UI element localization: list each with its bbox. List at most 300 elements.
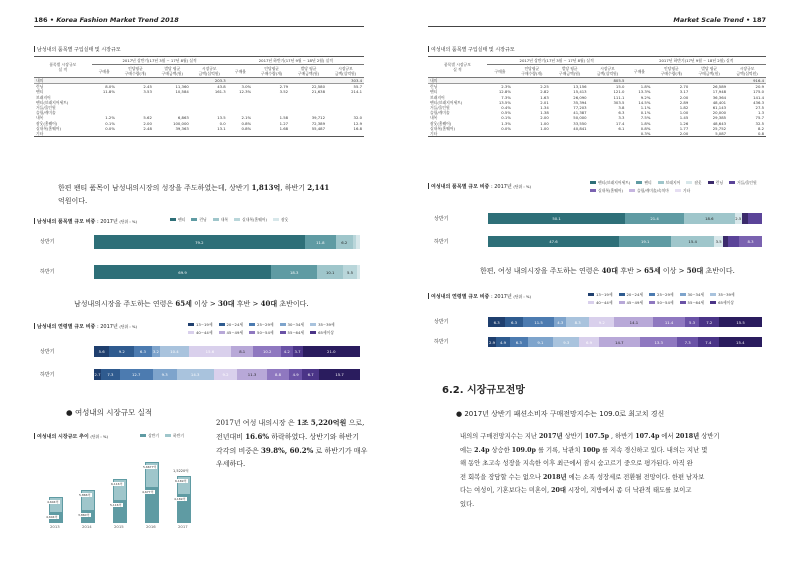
left-table-cell: 214.1 xyxy=(351,89,362,95)
right-table-cell: 12.8% xyxy=(498,89,511,95)
left-table-group1: 2017년 상반기(17년 3월 ~ 17년 8월) 실적 xyxy=(92,57,228,65)
right-paragraph xyxy=(460,430,766,511)
left-chart3-col-bottom xyxy=(78,511,95,523)
right-table-cell: 35,394 xyxy=(573,99,587,105)
right-chart2-legend-label: 55~64세 xyxy=(687,300,705,305)
left-table-cell: 0.0% xyxy=(105,125,115,131)
left-chart3-col-bottom-label: 5,116억 xyxy=(110,502,122,507)
left-chart1-segment: 79.2 xyxy=(94,235,305,249)
left-text-3-text: 로 하반기가 매우 xyxy=(315,447,368,455)
right-bullet: ● 2017년 상반기 패션소비자 구매전망지수는 109.0로 최고치 경신 xyxy=(456,410,665,418)
left-chart1-legend-label: 팬티 xyxy=(178,217,186,222)
right-chart2-legend-item xyxy=(588,292,613,298)
right-chart2-title: 여성내의 연령별 규모 비중 : 2017년 (단위 : %) xyxy=(428,293,531,300)
right-chart2-segment: 4.3 xyxy=(554,317,566,327)
left-chart3-col-bottom-label: 4,677억 xyxy=(142,489,154,494)
left-chart2-bar xyxy=(94,369,360,380)
left-table-cell: 1.68 xyxy=(279,125,289,131)
left-table-cell xyxy=(327,131,364,137)
left-table-col-header: 구매율 xyxy=(92,65,117,78)
right-chart2-legend-item xyxy=(619,292,644,298)
right-chart2-segment: 15.4 xyxy=(719,337,762,347)
left-chart2-segment: 11.3 xyxy=(237,369,266,380)
left-table-row-label: 실내복(홈웨어) xyxy=(36,125,61,131)
left-chart1-segment: 6.2 xyxy=(336,235,352,249)
left-text-3-text: 우세하다. xyxy=(216,460,246,468)
right-chart1-bar xyxy=(488,236,762,247)
right-paragraph-line xyxy=(460,430,766,444)
right-table-cell: 26,090 xyxy=(573,94,587,100)
right-table-head-row xyxy=(428,57,766,65)
left-chart2-legend-item xyxy=(310,322,335,328)
left-chart2-legend-swatch xyxy=(310,323,316,326)
left-page-number: 186 xyxy=(34,16,48,24)
left-header-title: Korea Fashion Market Trend 2018 xyxy=(56,16,179,24)
left-chart3-col-top xyxy=(49,497,63,513)
right-header-rule xyxy=(428,26,766,27)
right-chart1-legend-item xyxy=(636,180,651,186)
right-chart1-legend-item xyxy=(658,180,681,186)
left-table-cell xyxy=(191,131,228,137)
left-chart2-title: 남성내의 연령별 규모 비중 : 2017년 (단위 : %) xyxy=(34,323,137,330)
right-table-cell: 77,203 xyxy=(573,105,587,111)
left-chart1 xyxy=(34,230,364,290)
left-chart1-legend-item xyxy=(273,217,288,223)
left-chart2-segment: 8.8 xyxy=(267,369,290,380)
right-table-cell: 5,087 xyxy=(690,131,728,137)
left-chart1-legend-swatch xyxy=(191,218,197,221)
right-paragraph-text: 내의의 구매전망지수는 지난 xyxy=(460,433,539,440)
right-paragraph-line xyxy=(460,471,766,485)
left-chart2-legend-label: 30~34세 xyxy=(287,322,305,327)
right-table-cell: 1.26 xyxy=(679,120,689,126)
right-table-cell: 50,000 xyxy=(573,115,587,121)
right-chart2-legend-label: 35~39세 xyxy=(718,292,735,297)
right-paragraph-emphasis: 2018년 xyxy=(675,433,700,440)
left-page-header: 186 • Korea Fashion Market Trend 2018 xyxy=(34,16,179,24)
left-chart1-legend-label: 잠옷 xyxy=(281,217,289,222)
left-chart2-segment: 3.2 xyxy=(152,346,161,357)
right-table-col-header: 벌당 평균 구매금액(원) xyxy=(690,65,728,78)
right-chart1 xyxy=(428,210,766,260)
left-text-3-line xyxy=(216,458,386,471)
left-chart2-segment: 15.6 xyxy=(189,346,232,357)
right-table-row-label: 브래지어 xyxy=(430,94,445,100)
left-chart3-col-top-label: 6,169억 xyxy=(175,478,187,483)
right-paragraph-emphasis: 107.4p xyxy=(635,433,660,440)
right-paragraph-line xyxy=(460,498,766,512)
right-table-cell xyxy=(551,131,589,137)
left-table-col-header: 인당평균 구매수량(개) xyxy=(117,65,154,78)
left-chart1-legend-item xyxy=(170,217,185,223)
left-table-col-header: 시장규모 금액(십억원) xyxy=(327,65,364,78)
left-table-cell: 2.45 xyxy=(143,84,152,90)
right-chart1-legend-swatch xyxy=(629,189,635,192)
left-text-3-text: 전년대비 xyxy=(216,433,246,441)
right-chart1-legend-label: 실내복(홈웨어) xyxy=(598,188,623,193)
left-chart3-col-bottom xyxy=(46,513,63,523)
left-table-row xyxy=(34,131,364,137)
right-table-cell: 20,000 xyxy=(712,110,727,116)
right-table-cell: 1.45 xyxy=(679,115,689,121)
right-table-cell: 0.0% xyxy=(501,125,511,131)
left-chart1-legend xyxy=(170,217,294,225)
left-table-cell: 22,580 xyxy=(311,84,325,90)
right-table-cell: 7.5% xyxy=(640,115,651,121)
left-chart2-segment: 3.7 xyxy=(293,346,303,357)
right-chart2-legend-swatch xyxy=(710,301,716,304)
left-chart2-legend-label: 55~64세 xyxy=(287,330,305,335)
left-chart3-legend-item xyxy=(165,433,184,439)
left-chart2-legend xyxy=(188,322,368,338)
right-chart2-segment: 8.3 xyxy=(566,317,589,327)
left-chart2-legend-swatch xyxy=(249,331,255,334)
right-table-cell: 2.89 xyxy=(679,99,689,105)
left-chart1-legend-label: 실내복(홈웨어) xyxy=(242,217,268,222)
right-table-cell: 7.3% xyxy=(501,94,511,100)
right-paragraph-text: 상승한 xyxy=(491,446,512,454)
right-chart2-segment: 9.2 xyxy=(589,317,614,327)
right-table-cell: 436.3 xyxy=(753,99,764,105)
right-chart2-legend-swatch xyxy=(619,301,625,304)
left-table-cell: 39,712 xyxy=(311,115,325,121)
left-chart2-legend-swatch xyxy=(188,323,194,326)
left-table-cell: 303.4 xyxy=(327,78,364,84)
right-paragraph-text: 전 회복을 장담할 수는 없으나 xyxy=(460,473,544,481)
right-chart1-legend-swatch xyxy=(658,181,664,184)
right-table-cell: 29,385 xyxy=(712,115,727,121)
left-chart3-col-bottom-label: 4,169억 xyxy=(174,496,186,501)
left-chart2-legend-item xyxy=(188,330,213,336)
right-chart1-legend-swatch xyxy=(675,189,681,192)
right-chart2-segment: 11.5 xyxy=(523,317,555,327)
right-table-cell xyxy=(513,131,551,137)
left-table-cell xyxy=(117,131,154,137)
right-paragraph-emphasis: 109.0p xyxy=(511,446,536,454)
left-chart2-segment: 6.7 xyxy=(302,369,319,380)
right-table-corner: 품목별 시장규모 실 적 xyxy=(428,57,487,78)
right-page-header: Market Scale Trend • 187 xyxy=(673,16,766,24)
right-market-table xyxy=(428,56,766,137)
left-table-cell: 1.58 xyxy=(279,115,289,121)
right-table-cell: 3.8 xyxy=(618,105,625,111)
right-chart2-segment: 15.5 xyxy=(719,317,762,327)
left-chart1-legend-item xyxy=(234,217,267,223)
right-chart1-legend-swatch xyxy=(636,181,642,184)
right-table-cell: 27.5 xyxy=(755,105,764,111)
right-chart2-legend-item xyxy=(680,300,705,306)
left-chart1-legend-swatch xyxy=(273,218,279,221)
left-chart3-col-top xyxy=(177,476,191,495)
left-text-3-line xyxy=(216,416,386,430)
right-paragraph-text: 를 기록, 낙관치 xyxy=(537,446,583,454)
left-chart2-segment: 5.6 xyxy=(94,346,109,357)
right-chart2-legend-swatch xyxy=(588,301,594,304)
left-table-cell: 2.00 xyxy=(143,120,152,126)
right-table-cell: 48,401 xyxy=(712,99,727,105)
right-chart1-legend-label: 런닝 xyxy=(715,180,724,185)
right-table-row-label: 팬티(브래지어세트) xyxy=(430,99,463,105)
left-chart3-year-label: 2014 xyxy=(82,524,92,529)
right-chart1-legend-swatch xyxy=(590,181,596,184)
right-table-cell: 36,364 xyxy=(712,94,727,100)
right-table-cell: 3.3 xyxy=(618,115,625,121)
right-paragraph-text: 에서 xyxy=(661,433,676,440)
right-chart2-legend-label: 13~19세 xyxy=(596,292,613,297)
right-chart1-segment: 2.5 xyxy=(735,213,742,224)
left-chart3-col-bottom xyxy=(174,495,191,523)
right-chart2-segment: 6.9 xyxy=(579,337,598,347)
left-chart2-bar xyxy=(94,346,360,357)
right-table-cell: 33,550 xyxy=(573,120,587,126)
right-paragraph-line xyxy=(460,444,766,458)
right-chart1-legend-item xyxy=(629,188,669,194)
right-table-cell: 1.82 xyxy=(679,105,689,111)
left-chart3-total-label: 1,5220억 xyxy=(173,468,189,473)
right-chart2-legend-item xyxy=(680,292,705,298)
right-table-cell: 0.5% xyxy=(501,110,511,116)
right-table-col-header: 구매율 xyxy=(626,65,652,78)
left-table-cell xyxy=(253,131,290,137)
left-table-cell: 72,389 xyxy=(311,120,325,126)
left-chart2-segment: 9.2 xyxy=(109,346,134,357)
left-chart3-col-top xyxy=(113,479,127,501)
left-text-1: 한편 팬티 품목이 남성내의시장의 성장을 주도하였는데, 상반기 1,813억, 하반기 2,141 억원이다. xyxy=(58,183,330,205)
left-chart3-col-top-label: 4,604억 xyxy=(47,500,59,505)
right-table-cell: 6.3 xyxy=(618,110,625,116)
right-table-row-label: 거들/올인원 xyxy=(430,105,450,111)
left-table-row-label: 잠옷(홈웨어) xyxy=(36,120,58,126)
right-paragraph-text: 다는 여성이, 기혼보다는 미혼이, xyxy=(460,487,552,494)
right-table-cell: 1.8% xyxy=(640,120,651,126)
right-chart1-legend-item xyxy=(675,188,690,194)
right-chart2-segment: 14.7 xyxy=(599,337,640,347)
right-table-cell: 14.5% xyxy=(638,99,651,105)
left-chart2-legend-swatch xyxy=(280,323,286,326)
left-chart3-year-label: 2015 xyxy=(114,524,124,529)
left-chart2-legend-swatch xyxy=(219,331,225,334)
right-table-row-label: 기타 xyxy=(428,131,487,137)
right-chart2-legend-label: 65세이상 xyxy=(718,300,734,305)
left-chart1-bar xyxy=(94,235,360,249)
right-paragraph-emphasis: 2017년 xyxy=(539,433,563,440)
left-chart3-title: 여성내의 시장규모 추이 (단위 : %) xyxy=(34,433,108,440)
left-table-cell: 6,863 xyxy=(177,115,189,121)
right-chart2-segment: 9.3 xyxy=(553,337,579,347)
right-table-cell: 48,643 xyxy=(712,120,727,126)
right-paragraph-line xyxy=(460,457,766,471)
right-chart1-segment: 8.3 xyxy=(739,236,762,247)
right-paragraph-emphasis: 100p xyxy=(582,446,601,454)
right-chart2-legend-item xyxy=(710,300,734,306)
right-table-col-header: 인당평균 구매수량(개) xyxy=(513,65,551,78)
left-table-cell: 21,638 xyxy=(311,89,325,95)
right-chart1-legend-item xyxy=(590,180,630,186)
right-chart1-segment: 15.4 xyxy=(671,236,713,247)
left-chart2-legend-item xyxy=(280,322,305,328)
right-paragraph-text: 시장이, 지방에서 좀 더 낙관적 태도를 보이고 xyxy=(567,487,692,494)
left-chart1-segment xyxy=(357,265,360,279)
right-table-cell: 1.38 xyxy=(540,110,549,116)
right-chart1-segment xyxy=(728,236,740,247)
right-table-row-label: 잠옷(홈웨어) xyxy=(430,120,452,126)
left-table-row-label: 거들/올인원 xyxy=(36,105,56,111)
left-chart3-col-bottom xyxy=(110,501,127,523)
left-table-corner: 품목별 시장규모 실 적 xyxy=(34,57,92,78)
left-header-rule xyxy=(34,26,364,27)
left-chart2-segment: 10.2 xyxy=(253,346,281,357)
left-chart2-segment: 2.7 xyxy=(94,369,101,380)
left-chart1-legend-label: 내복 xyxy=(220,217,229,222)
right-paragraph-text: 해 동안 초고속 성장을 지속한 이후 최근에서 잠시 숨고르기 중으로 평가된다. 아직 완 xyxy=(460,460,693,467)
left-chart2-legend-item xyxy=(249,330,274,336)
right-chart2-segment: 7.2 xyxy=(699,317,719,327)
left-table-cell: 11.8% xyxy=(102,89,115,95)
left-table-cell: 12.9 xyxy=(353,120,362,126)
right-table-cell: 3.17 xyxy=(679,89,689,95)
right-chart2-legend-label: 25~29세 xyxy=(657,292,674,297)
left-chart2-legend-item xyxy=(249,322,274,328)
right-table-cell: 141.4 xyxy=(753,94,764,100)
right-chart1-title: 여성내의 품목별 규모 비중 : 2017년 (단위 : %) xyxy=(428,183,531,190)
left-table-cell: 5.62 xyxy=(143,115,152,121)
right-chart2-segment: 9.1 xyxy=(528,337,554,347)
right-page xyxy=(400,0,800,566)
right-chart2-segment: 7.4 xyxy=(698,337,719,347)
right-table-cell: 0.3% xyxy=(626,131,652,137)
right-chart1-legend-item xyxy=(729,180,757,186)
left-table-col-header: 벌당 평균 구매금액(원) xyxy=(290,65,327,78)
left-table-col-header: 인당평균 구매수량(개) xyxy=(253,65,290,78)
left-chart2-segment: 8.1 xyxy=(231,346,253,357)
right-chart1-legend-item xyxy=(590,188,623,194)
right-chart2-segment: 7.3 xyxy=(677,337,698,347)
left-chart1-segment: 10.1 xyxy=(317,265,343,279)
left-table-cell: 3.52 xyxy=(279,89,289,95)
right-table-cell: 8.2 xyxy=(757,125,764,131)
left-chart1-legend-swatch xyxy=(234,218,240,221)
left-table-col-header: 시장규모 금액(십억원) xyxy=(191,65,228,78)
right-chart2-legend-item xyxy=(649,292,674,298)
right-table-cell: 111.1 xyxy=(613,94,625,100)
left-text-3-line xyxy=(216,444,386,458)
right-chart1-row-label: 하반기 xyxy=(434,238,449,245)
left-chart1-bar xyxy=(94,265,360,279)
right-table-cell: 1.3% xyxy=(501,120,511,126)
right-table-cell: 1.77 xyxy=(679,125,689,131)
right-table-cell: 2.00 xyxy=(540,115,549,121)
right-chart2-legend-item xyxy=(649,300,674,306)
right-table-row-label: 팬티 xyxy=(430,89,438,95)
left-table-cell: 12.3% xyxy=(239,89,252,95)
right-chart2-legend-swatch xyxy=(680,301,686,304)
left-table-title: 남성내의 품목별 구입실태 및 시장규모 xyxy=(34,46,121,53)
right-table-row-label: 내의 xyxy=(428,78,487,84)
right-chart2-segment: 6.3 xyxy=(505,317,522,327)
left-chart2-segment: 6.3 xyxy=(134,346,151,357)
right-paragraph-emphasis: 20대 xyxy=(551,487,566,494)
left-table-cell: 0.8% xyxy=(241,120,252,126)
right-chart1-legend xyxy=(590,180,766,196)
right-table-cell: 26,589 xyxy=(712,84,727,90)
right-chart2-segment: 6.3 xyxy=(488,317,505,327)
left-table-row-label: 브래지어 xyxy=(36,94,51,100)
right-chart1-legend-item xyxy=(686,180,701,186)
left-table-row-label: 런닝 xyxy=(36,84,44,90)
left-table-cell: 13.1 xyxy=(217,125,226,131)
left-chart3-legend-label: 하반기 xyxy=(173,433,185,438)
section-heading: 6.2. 시장규모전망 xyxy=(442,385,525,396)
right-chart2-legend-item xyxy=(710,292,735,298)
left-chart3-years xyxy=(40,524,200,532)
left-chart2-legend-label: 40~44세 xyxy=(196,330,213,335)
right-paragraph-text: , 하반기 xyxy=(611,433,636,440)
right-table-cell: 15.0 xyxy=(615,84,625,90)
right-table-cell: 2.00 xyxy=(679,94,689,100)
left-text-3 xyxy=(216,416,386,471)
right-chart2-legend-label: 30~34세 xyxy=(687,292,705,297)
right-chart1-row-label: 상반기 xyxy=(434,215,449,222)
right-table-cell: 1.00 xyxy=(679,110,689,116)
right-table-cell: 75.7 xyxy=(755,115,764,121)
right-chart2-row-label: 하반기 xyxy=(434,339,449,345)
right-table-col-header: 시장규모 금액(십억원) xyxy=(589,65,627,78)
right-table-cell: 13.5% xyxy=(498,99,511,105)
left-chart3-legend-swatch xyxy=(140,434,146,437)
left-text-3-text: 각각의 비중은 xyxy=(216,447,262,455)
left-table-cell xyxy=(228,131,253,137)
left-table-cell: 100,000 xyxy=(173,120,189,126)
right-header-title: Market Scale Trend xyxy=(673,16,744,24)
left-bullet: ● 여성내의 시장규모 실적 xyxy=(66,408,153,417)
right-table-row-label: 슬립/캐미솔 xyxy=(430,110,450,116)
right-chart2-legend-item xyxy=(619,300,644,306)
left-text-3-line xyxy=(216,430,386,444)
right-chart1-legend-label: 기타 xyxy=(682,188,691,193)
right-chart1-legend-label: 슬립/캐미솔/속치마 xyxy=(636,188,669,193)
left-chart3-col-top xyxy=(81,490,95,511)
right-paragraph-text: 상반기 xyxy=(564,433,585,440)
left-table-cell: 3.53 xyxy=(143,89,152,95)
right-table-row-label: 런닝 xyxy=(430,84,438,90)
left-chart2-legend-swatch xyxy=(249,323,255,326)
right-chart1-legend-label: 팬티 xyxy=(644,180,652,185)
right-paragraph-text: 있다. xyxy=(460,500,475,508)
left-table-group2: 2017년 하반기(17년 9월 ~ 18년 2월) 실적 xyxy=(228,57,364,65)
right-chart2-segment: 11.4 xyxy=(653,317,684,327)
left-market-table xyxy=(34,56,364,137)
left-table-row-label: 내의 xyxy=(34,78,92,84)
left-chart2-legend-label: 20~24세 xyxy=(226,322,244,327)
right-table-cell: 61,143 xyxy=(712,105,727,111)
left-chart3-col-bottom-label: 3,860억 xyxy=(78,512,90,517)
left-table-col-header: 벌당 평균 구매금액(원) xyxy=(154,65,191,78)
left-table-col-header: 구매율 xyxy=(228,65,253,78)
left-chart2-row-label: 상반기 xyxy=(40,348,55,355)
left-table-cell: 0.8% xyxy=(241,125,252,131)
left-table-cell: 13.5 xyxy=(217,115,226,121)
right-chart2-bar xyxy=(488,337,762,347)
left-chart2-legend-swatch xyxy=(310,331,316,334)
right-paragraph-line xyxy=(460,484,766,498)
left-chart2-legend-item xyxy=(188,322,213,328)
right-table-cell: 40,841 xyxy=(573,125,587,131)
left-table-cell: 39,363 xyxy=(175,125,189,131)
right-paragraph-text: 상반기 xyxy=(701,433,720,440)
left-chart2-legend-item xyxy=(219,322,244,328)
left-chart3-col-bottom-label: 4,604억 xyxy=(46,514,58,519)
left-chart3-year-label: 2017 xyxy=(178,524,188,529)
